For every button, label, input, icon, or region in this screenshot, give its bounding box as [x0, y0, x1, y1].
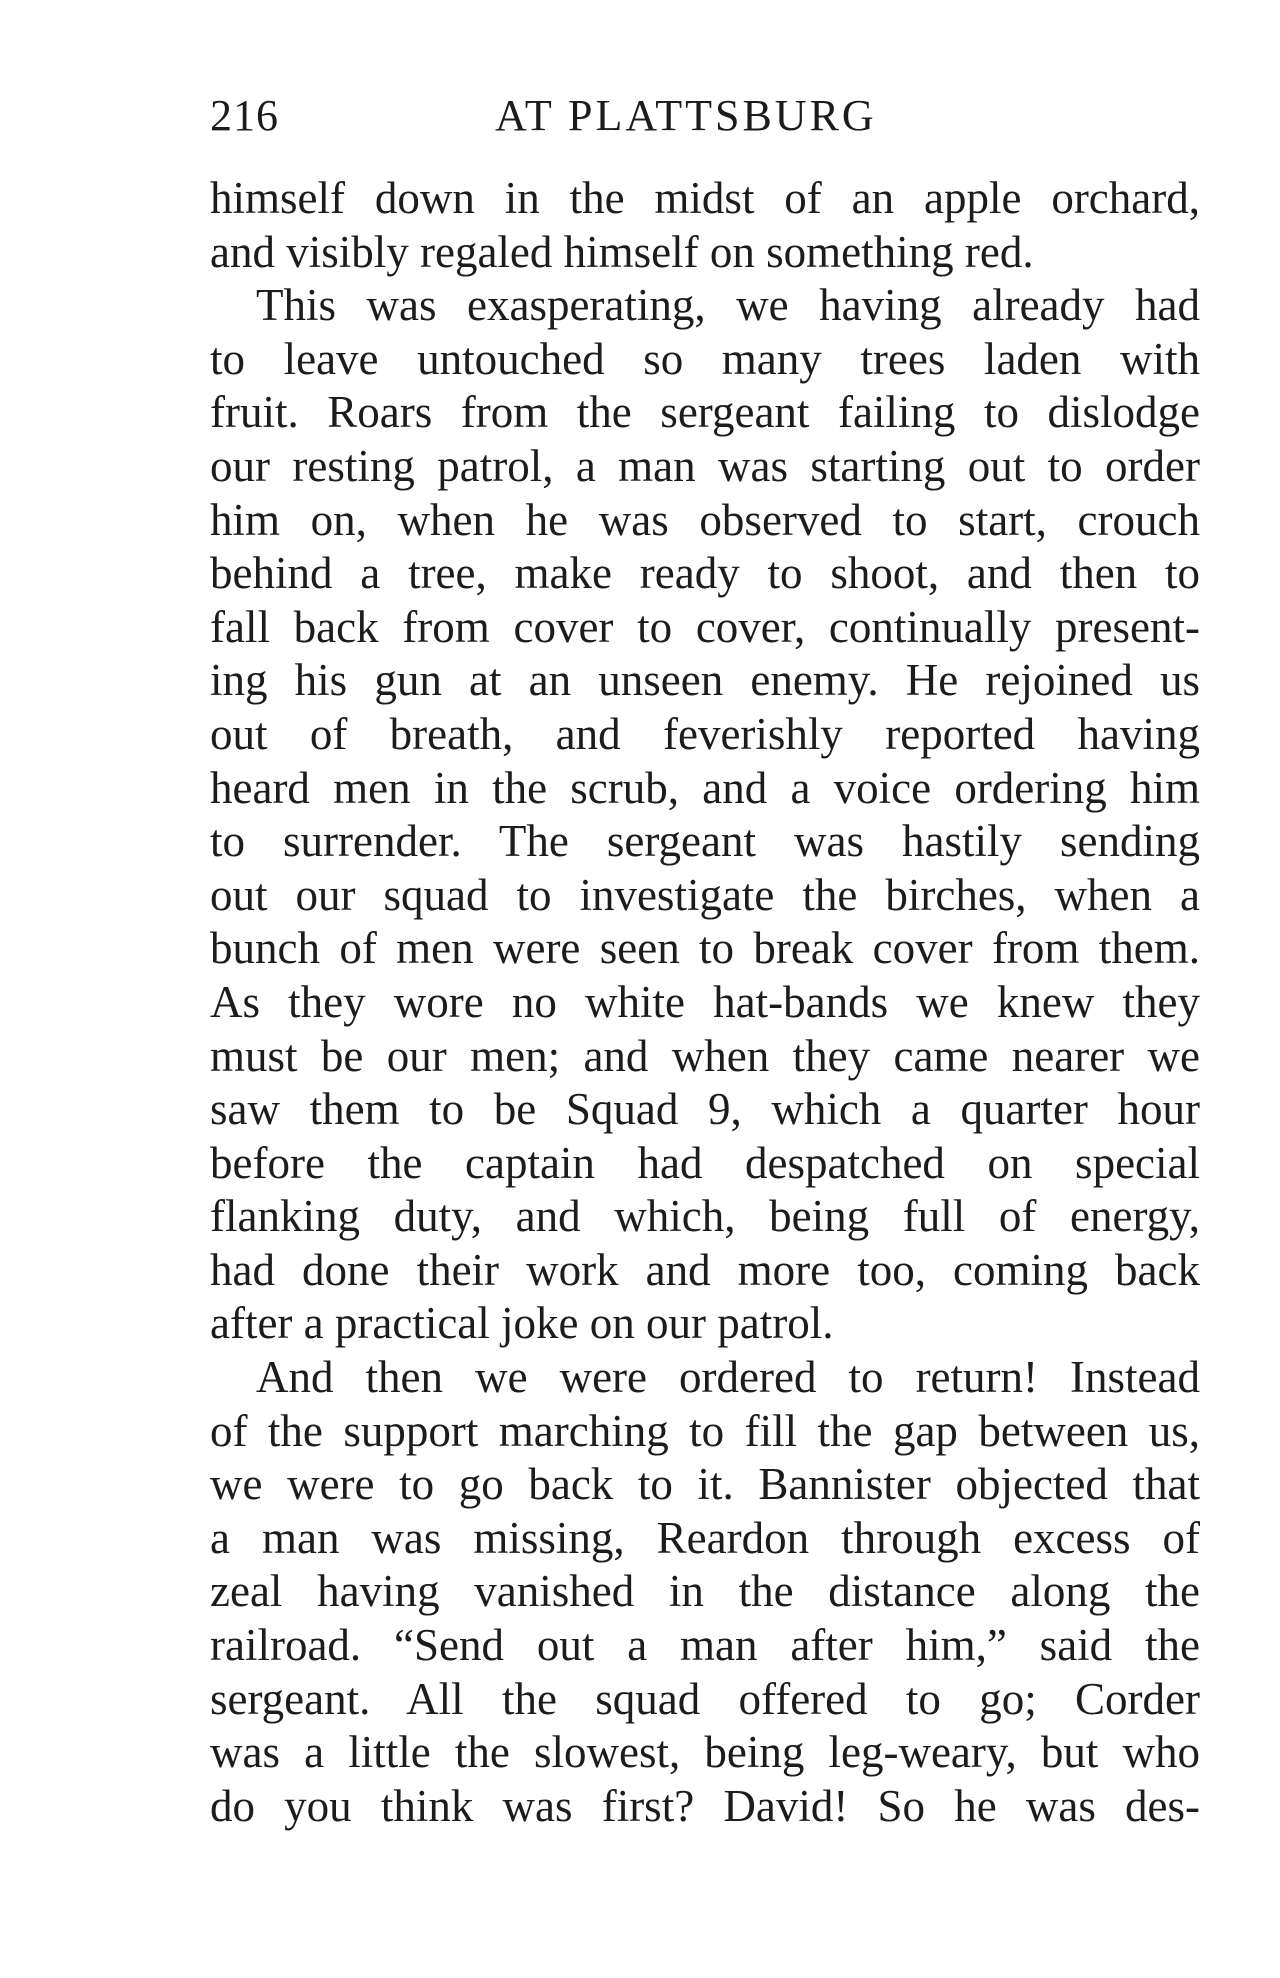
- text-line: to leave untouched so many trees laden with: [210, 333, 1200, 384]
- text-line: a man was missing, Reardon through excess of: [210, 1512, 1200, 1563]
- text-line: ing his gun at an unseen enemy. He rejoined us: [210, 655, 1200, 706]
- text-line: out of breath, and feverishly reported having: [210, 708, 1200, 759]
- text-line: after a practical joke on our patrol.: [210, 1298, 834, 1349]
- page-number: 216: [210, 91, 279, 140]
- text-line: him on, when he was observed to start, crouch: [210, 494, 1200, 545]
- page-header: [210, 90, 1200, 150]
- text-line: himself down in the midst of an apple orchard,: [210, 173, 1200, 223]
- text-line: had done their work and more too, coming back: [210, 1244, 1200, 1295]
- text-line: This was exasperating, we having already had: [256, 280, 1200, 331]
- body-text: [210, 172, 1200, 1833]
- text-line: must be our men; and when they came nearer we: [210, 1030, 1200, 1081]
- text-line: we were to go back to it. Bannister objected that: [210, 1459, 1200, 1510]
- text-line: fall back from cover to cover, continually present-: [210, 601, 1200, 652]
- text-line: and visibly regaled himself on something red.: [210, 226, 1034, 277]
- text-line: bunch of men were seen to break cover from them.: [210, 923, 1200, 974]
- text-line: saw them to be Squad 9, which a quarter hour: [210, 1084, 1200, 1135]
- text-line: heard men in the scrub, and a voice ordering him: [210, 762, 1200, 813]
- text-line: behind a tree, make ready to shoot, and then to: [210, 548, 1200, 599]
- text-line: do you think was first? David! So he was des-: [210, 1780, 1200, 1831]
- text-line: our resting patrol, a man was starting out to order: [210, 440, 1200, 491]
- text-line: fruit. Roars from the sergeant failing to dislodge: [210, 387, 1200, 438]
- text-line: As they wore no white hat-bands we knew they: [210, 976, 1200, 1027]
- text-line: was a little the slowest, being leg-weary, but who: [210, 1727, 1200, 1778]
- text-line: of the support marching to fill the gap between us,: [210, 1405, 1200, 1456]
- text-line: railroad. “Send out a man after him,” said the: [210, 1620, 1200, 1671]
- text-line: zeal having vanished in the distance along the: [210, 1566, 1200, 1617]
- text-line: sergeant. All the squad offered to go; Corder: [210, 1673, 1200, 1724]
- text-line: before the captain had despatched on special: [210, 1137, 1200, 1188]
- text-line: And then we were ordered to return! Instead: [256, 1352, 1200, 1403]
- running-title: AT PLATTSBURG: [495, 91, 877, 140]
- text-line: out our squad to investigate the birches, when a: [210, 869, 1200, 920]
- text-line: to surrender. The sergeant was hastily sending: [210, 816, 1200, 867]
- text-line: flanking duty, and which, being full of energy,: [210, 1191, 1200, 1242]
